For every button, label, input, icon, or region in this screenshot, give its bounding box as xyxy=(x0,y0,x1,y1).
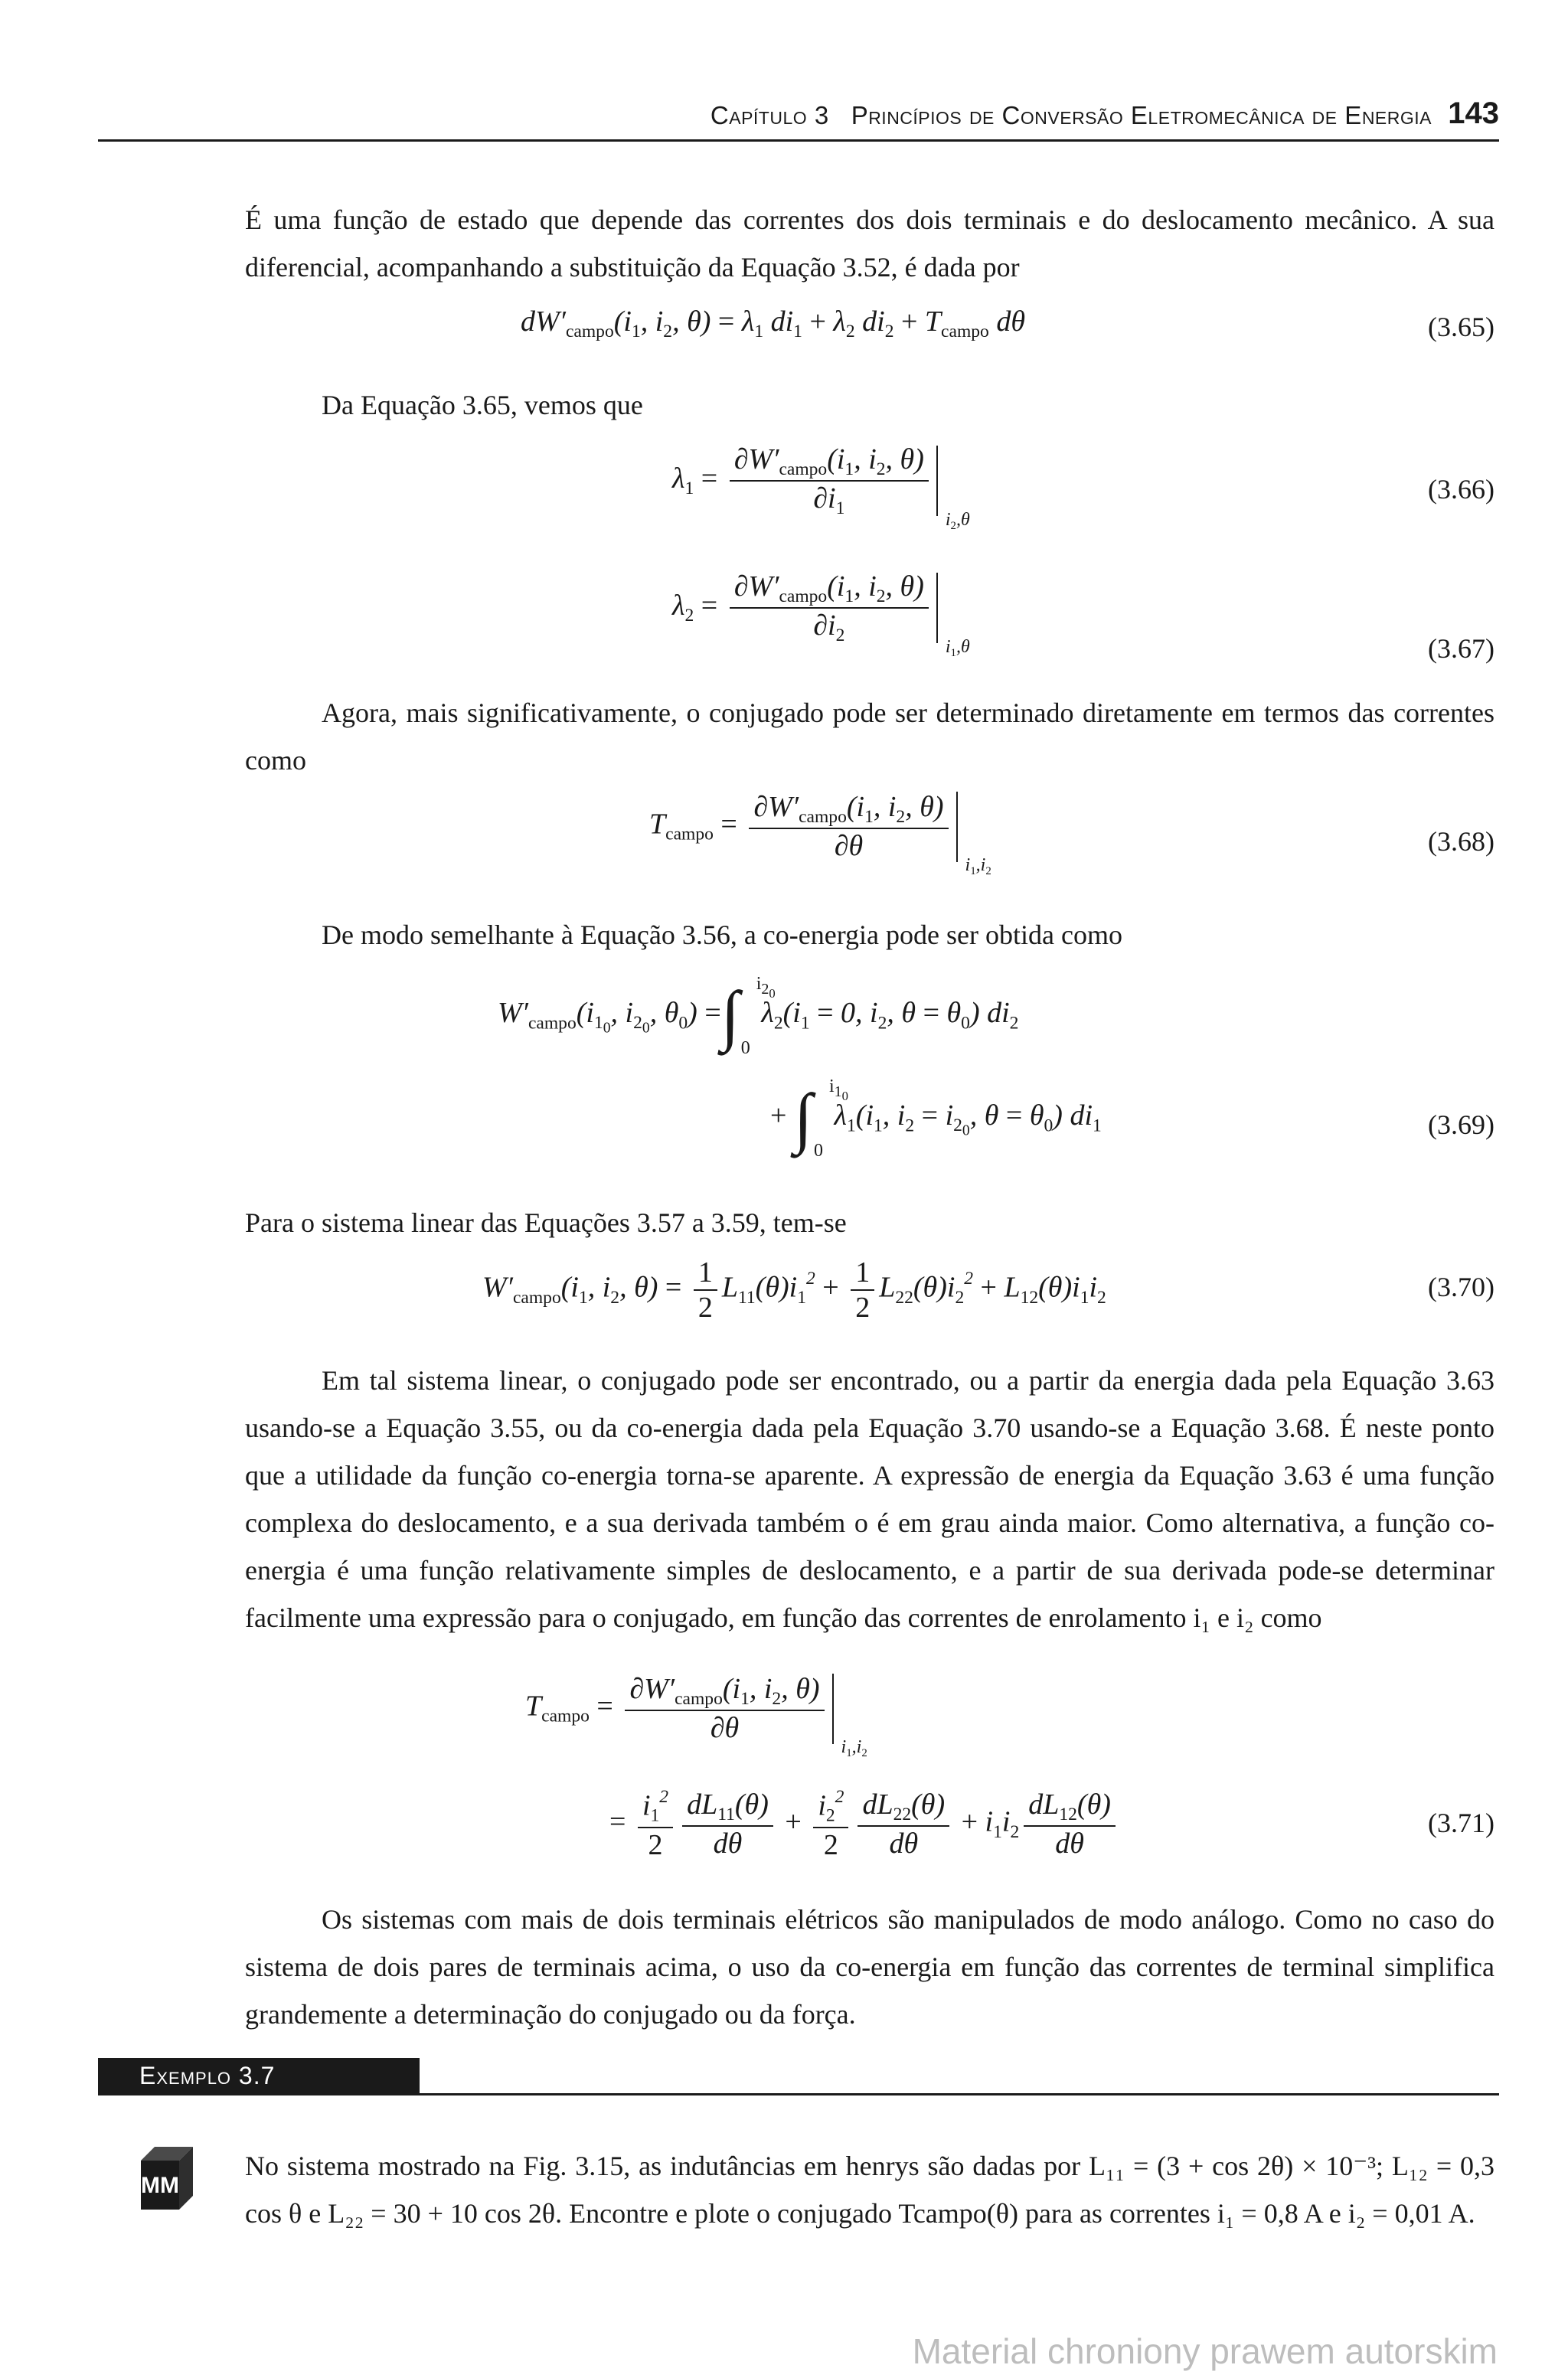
equation-3-65: $dW'_{campo}(i_1$, $i_2$, $\theta) = \lambda_1$ $di_1 + \lambda_2$ $di_2 + T_{campo}$ dθ xyxy=(521,305,1025,342)
copyright-watermark: Material chroniony prawem autorskim xyxy=(912,2331,1498,2371)
equation-number: (3.66) xyxy=(1428,474,1494,505)
equation-number: (3.69) xyxy=(1428,1109,1494,1140)
paragraph: De modo semelhante à Equação 3.56, a co-energia pode ser obtida como xyxy=(322,920,1122,950)
equation-3-67: $\lambda_2$ = $\frac{\partial W'_{campo}(i_1, i_2, \theta)}{\partial i_2}$ $i_1,\theta$ xyxy=(672,570,970,660)
equation-number: (3.68) xyxy=(1428,826,1494,857)
equation-3-66: $\lambda_1$ = $\frac{\partial W'_{campo}(i_1, i_2, \theta)}{\partial i_1}$ $i_2,\theta$ xyxy=(672,443,970,533)
equation-number: (3.71) xyxy=(1428,1808,1494,1838)
paragraph: Da Equação 3.65, vemos que xyxy=(322,390,643,420)
equation-number: (3.67) xyxy=(1428,633,1494,664)
equation-3-68: $T_{campo}$ = $\frac{\partial W'_{campo}(i_1, i_2, \theta)}{\partial\theta}$ $i_1,i_2$ xyxy=(649,791,991,878)
running-head xyxy=(98,98,1499,142)
equation-3-71-line-2: = $\frac{i_1^2}{2}$ $\frac{dL_{11}(\theta)}{d\theta}$ + $\frac{i_2^2}{2}$ $\frac{dL_{22}(\theta)}{d\theta}$ + $i_1i_2$ $\frac{dL_{12}(\theta)}{d\theta}$ xyxy=(609,1787,1120,1862)
equation-3-69-line-1: $W'_{campo}(i_{1_0}$, $i_{2_0}$, $\theta_0$) =∫ $i_{2_0}$ 0 $\lambda_2(i_1 = 0$, $i_2$, $\theta = \theta_0$) $di_2$ xyxy=(498,974,1019,1058)
paragraph: Os sistemas com mais de dois terminais elétricos são manipulados de modo análogo. Como no caso do sistema de dois pares de terminais acima, o uso da co-energia em função das correntes de terminal simplifica grandemente a determinação do conjugado ou da força. xyxy=(245,1904,1494,2030)
example-text: No sistema mostrado na Fig. 3.15, as indutâncias em henrys são dadas por L₁₁ = (3 + cos 2θ) × 10⁻³; L₁₂ = 0,3 cos θ e L₂₂ = 30 + 10 cos 2θ. Encontre e plote o conjugado Tcampo(θ) para as correntes i₁ = 0,8 A e i₂ = 0,01 A. xyxy=(245,2151,1494,2229)
page-number: 143 xyxy=(1448,96,1499,130)
equation-3-70: $W'_{campo}(i_1$, $i_2$, θ) = $\frac{1}{2}$ $L_{11}(\theta)i_1^2$ + $\frac{1}{2}$ $L_{22}(\theta)i_2^2 + L_{12}(\theta)i_1i_2$ xyxy=(482,1256,1106,1324)
paragraph: Em tal sistema linear, o conjugado pode ser encontrado, ou a partir da energia dada pela Equação 3.63 usando-se a Equação 3.55, ou da co-energia dada pela Equação 3.70 usando-se a Equação 3.68. É neste ponto que a utilidade da função co-energia torna-se aparente. A expressão de energia da Equação 3.63 é uma função complexa do deslocamento, e a sua derivada também o é em grau ainda maior. Como alternativa, a função co-energia é uma função relativamente simples de deslocamento, e a partir de sua derivada pode-se determinar facilmente uma expressão para o conjugado, em função das correntes de enrolamento i₁ e i₂ como xyxy=(245,1365,1494,1633)
example-label: Exemplo 3.7 xyxy=(98,2058,420,2093)
equation-3-69-line-2: + ∫ $i_{1_0}$ 0 $\lambda_1(i_1$, $i_2 = i_{2_0}$, $\theta = \theta_0$) $di_1$ xyxy=(770,1076,1102,1161)
equation-number: (3.70) xyxy=(1428,1272,1494,1302)
logo-text: MM xyxy=(141,2173,179,2198)
example-header xyxy=(98,2058,1499,2095)
equation-number: (3.65) xyxy=(1428,312,1494,342)
matlab-mm-icon xyxy=(136,2144,194,2213)
paragraph: Agora, mais significativamente, o conjugado pode ser determinado diretamente em termos das correntes como xyxy=(245,697,1494,776)
equation-3-71-line-1: $T_{campo}$ = $\frac{\partial W'_{campo}(i_1, i_2, \theta)}{\partial\theta}$ $i_1,i_2$ xyxy=(525,1673,867,1760)
running-head-title: Capítulo 3 Princípios de Conversão Eletromecânica de Energia xyxy=(710,101,1432,129)
paragraph-intro: É uma função de estado que depende das correntes dos dois terminais e do deslocamento mecânico. A sua diferencial, acompanhando a substituição da Equação 3.52, é dada por xyxy=(245,204,1494,283)
paragraph: Para o sistema linear das Equações 3.57 a 3.59, tem-se xyxy=(245,1207,847,1238)
